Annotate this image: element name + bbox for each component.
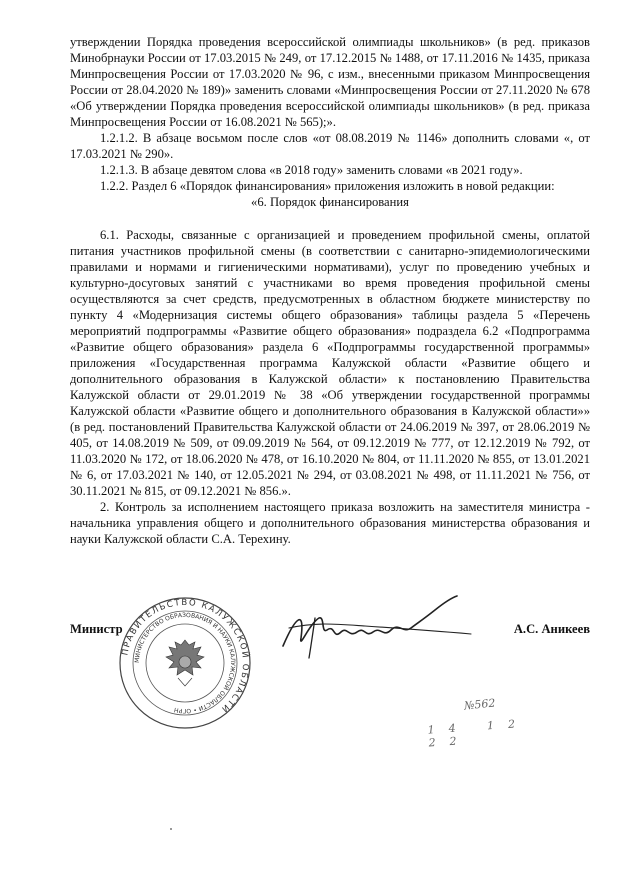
seal-inner-text: МИНИСТЕРСТВО ОБРАЗОВАНИЯ И НАУКИ КАЛУЖСКОЙ ОБЛАСТИ • ОГРН [133,611,237,715]
section-heading: «6. Порядок финансирования [251,195,409,210]
seal-outer-text: ПРАВИТЕЛЬСТВО КАЛУЖСКОЙ ОБЛАСТИ [120,597,251,715]
handwritten-signature [275,588,475,668]
document-body [70,34,590,547]
handwritten-date: 14 12 22 [427,716,530,750]
paragraph-continuation: утверждении Порядка проведения всероссийской олимпиады школьников» (в ред. приказов Минобрнауки России от 17.03.2015 № 249, от 17.12.2015 № 1488, от 17.11.2016 № 1435, приказа Минпросвещения России от 17.03.2020 № 96, с изм., внесенными приказом Минпросвещения России от 28.04.2020 № 189)» заменить словами «Минпросвещения России от 27.11.2020 № 678 «Об утверждении Порядка проведения всероссийской олимпиады школьников» (в ред. приказа Минпросвещения России от 16.08.2021 № 565);». [70,35,590,130]
paragraph-1-2-1-3: 1.2.1.3. В абзаце девятом слова «в 2018 году» заменить словами «в 2021 году». [100,163,523,178]
paragraph-6-1: 6.1. Расходы, связанные с организацией и проведением профильной смены, оплатой питания участников профильной смены (в соответствии с санитарно-эпидемиологическими правилами и нормами и гигиеническими нормативами), услуг по проведению учебных и культурно-досуговых занятий с участниками во время проведения профильной смены осуществляются за счет средств, предусмотренных в областном бюджете министерству по пункту 4 «Модернизация системы общего образования» таблицы раздела 5 «Перечень мероприятий подпрограммы «Развитие общего образования» подраздела 6.2 «Подпрограмма «Развитие общего образования» раздела 6 «Подпрограммы государственной программы» приложения «Государственная программа Калужской области «Развитие общего и дополнительного образования в Калужской области» к постановлению Правительства Калужской области от 29.01.2019 № 38 «Об утверждении государственной программы Калужской области «Развитие общего и дополнительного образования в Калужской области»» (в ред. постановлений Правительства Калужской области от 24.06.2019 № 397, от 28.06.2019 № 405, от 14.08.2019 № 509, от 09.09.2019 № 564, от 09.12.2019 № 777, от 12.12.2019 № 792, от 11.03.2020 № 172, от 18.06.2020 № 478, от 16.10.2020 № 804, от 11.11.2020 № 855, от 13.01.2021 № 6, от 17.03.2021 № 140, от 12.05.2021 № 294, от 03.08.2021 № 498, от 11.11.2021 № 756, от 30.11.2021 № 815, от 09.12.2021 № 856.». [70,227,590,499]
scan-speck [170,828,172,830]
eagle-emblem-icon [166,640,204,686]
paragraph-2-control: 2. Контроль за исполнением настоящего приказа возложить на заместителя министра - начальника управления общего и дополнительного образования министерства образования и науки Калужской области С.А. Терехину. [70,500,590,547]
handwritten-registration-note [420,690,530,750]
signer-name: А.С. Аникеев [513,622,590,636]
handwritten-number: №562 [463,696,496,713]
paragraph-1-2-1-2: 1.2.1.2. В абзаце восьмом после слов «от 08.08.2019 № 1146» дополнить словами «, от 17.03.2021 № 290». [70,131,590,162]
signer-title: Министр [70,622,123,636]
official-seal [118,596,252,730]
paragraph-1-2-2: 1.2.2. Раздел 6 «Порядок финансирования» приложения изложить в новой редакции: [100,179,555,194]
